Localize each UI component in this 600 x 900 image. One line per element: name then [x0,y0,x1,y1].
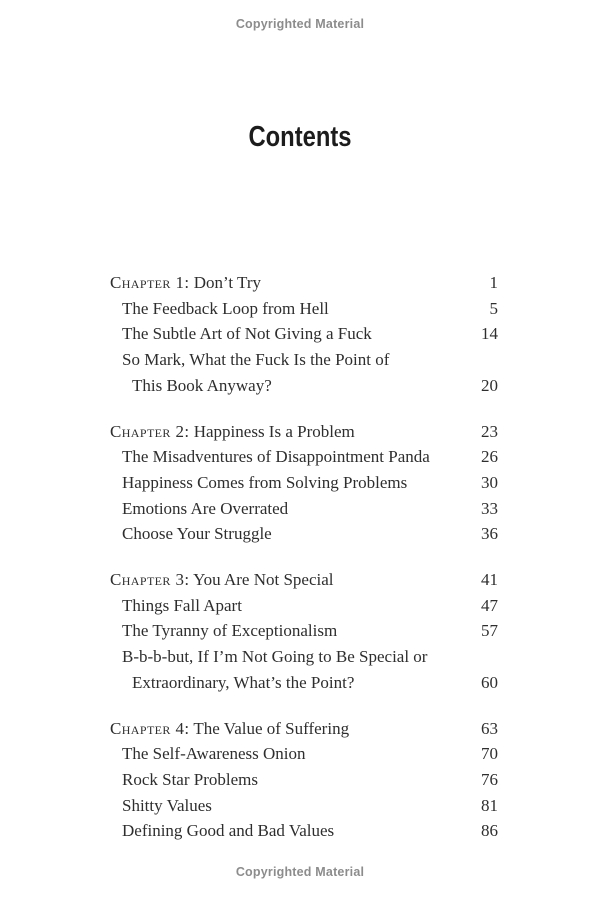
chapter-label: Chapter 3: [110,570,190,590]
chapter-heading [110,270,498,296]
copyright-notice-bottom: Copyrighted Material [235,865,365,879]
chapter-title: The Value of Suffering [189,718,350,738]
chapter-title: Don’t Try [189,273,261,292]
toc-entry-line: So Mark, What the Fuck Is the Point of [122,350,390,370]
toc-chapter [110,567,498,696]
toc-entry [110,818,498,844]
toc-page-number: 30 [481,472,498,492]
chapter-heading-text [110,270,482,296]
toc-entry-line: The Feedback Loop from Hell [122,298,329,318]
toc-entry-text [122,296,482,322]
page-title: Contents [248,121,352,153]
toc-entry-line: The Subtle Art of Not Giving a Fuck [122,324,372,344]
toc-page-number: 41 [481,570,498,590]
toc-page-number: 20 [481,375,498,395]
toc-entry-line: Choose Your Struggle [122,524,272,544]
chapter-label: Chapter 2: [110,421,190,441]
toc-page-number: 81 [481,795,498,815]
toc-entry-line: Extraordinary, What’s the Point? [132,672,355,692]
toc-entry [110,347,498,398]
toc-entry-line: Shitty Values [122,795,212,815]
toc-entry [110,321,498,347]
toc-entry-line: The Self-Awareness Onion [122,744,306,764]
toc-entry-text [122,593,473,619]
toc-page-number: 36 [481,524,498,544]
toc-entry-line: This Book Anyway? [132,375,272,395]
toc-chapter [110,419,498,548]
chapter-heading-text [110,419,473,445]
toc-entry-text [122,347,473,398]
chapter-heading [110,419,498,445]
toc-entry [110,470,498,496]
toc-entry-line: Happiness Comes from Solving Problems [122,472,408,492]
toc-chapter [110,270,498,399]
toc-entry-text [122,767,473,793]
copyright-notice-top: Copyrighted Material [235,17,365,31]
toc-entry-line: The Misadventures of Disappointment Panda [122,447,430,467]
toc-entry-text [122,741,473,767]
toc-page-number: 57 [481,621,498,641]
toc-entry-line: Rock Star Problems [122,769,258,789]
chapter-heading [110,716,498,742]
toc-entry [110,593,498,619]
toc-entry-text [122,444,473,470]
toc-page-number: 60 [481,672,498,692]
toc-entry [110,444,498,470]
toc-chapter [110,716,498,845]
toc-page-number: 47 [481,595,498,615]
toc-page-number: 70 [481,744,498,764]
table-of-contents [110,270,498,844]
chapter-title: You Are Not Special [189,570,334,590]
toc-entry-text [122,496,473,522]
toc-entry [110,521,498,547]
chapter-heading-text [110,716,473,742]
toc-entry [110,644,498,695]
toc-page-number: 5 [489,298,498,318]
toc-page-number: 76 [481,769,498,789]
toc-entry-text [122,618,473,644]
toc-entry [110,296,498,322]
toc-page-number: 1 [489,273,498,292]
toc-entry [110,793,498,819]
toc-page-number: 26 [481,447,498,467]
toc-page-number: 33 [481,498,498,518]
toc-entry-text [122,818,473,844]
toc-entry-line: The Tyranny of Exceptionalism [122,621,338,641]
chapter-label: Chapter 4: [110,718,190,738]
chapter-heading [110,567,498,593]
toc-entry [110,767,498,793]
toc-entry-line: Emotions Are Overrated [122,498,289,518]
toc-page-number: 14 [481,324,498,344]
toc-entry-text [122,793,473,819]
toc-page-number: 63 [481,718,498,738]
toc-entry [110,741,498,767]
toc-entry-line: Things Fall Apart [122,595,242,615]
chapter-heading-text [110,567,473,593]
toc-entry [110,496,498,522]
toc-entry-text [122,470,473,496]
toc-entry [110,618,498,644]
toc-entry-text [122,644,473,695]
toc-entry-line: B-b-b-but, If I’m Not Going to Be Special or [122,647,428,667]
toc-entry-text [122,521,473,547]
toc-entry-text [122,321,473,347]
chapter-title: Happiness Is a Problem [189,421,355,441]
chapter-label: Chapter 1: [110,273,190,292]
toc-page-number: 86 [481,821,498,841]
toc-page-number: 23 [481,421,498,441]
toc-entry-line: Defining Good and Bad Values [122,821,335,841]
